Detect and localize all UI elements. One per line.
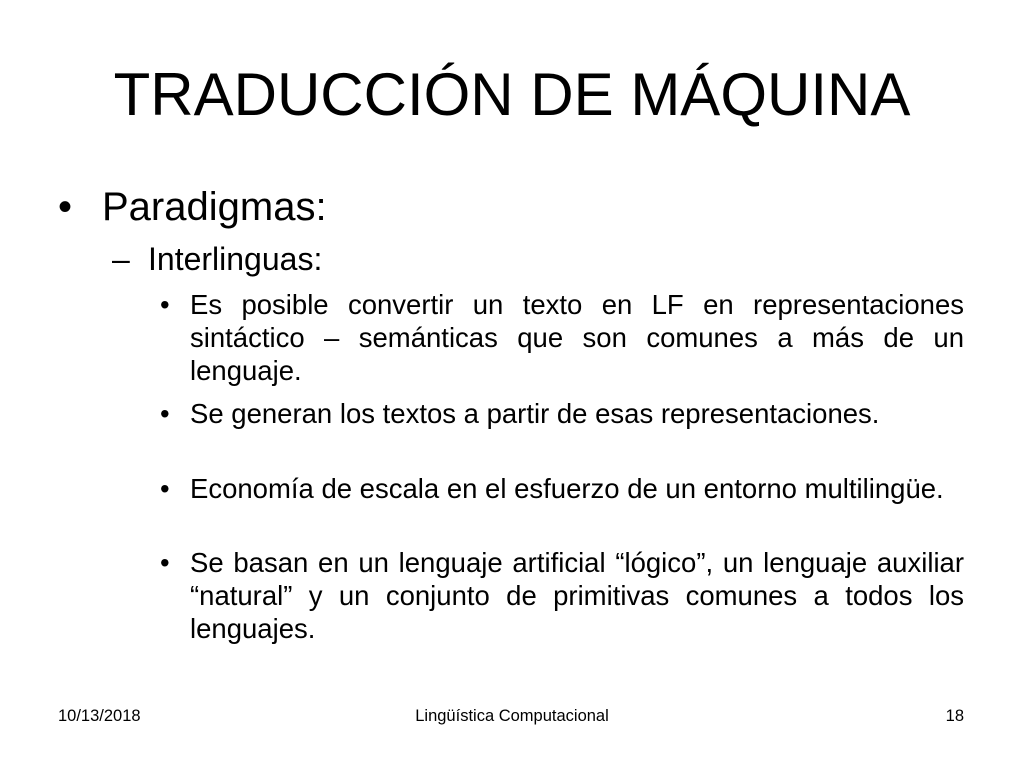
list-item	[160, 397, 964, 430]
bullet-icon: •	[160, 473, 170, 504]
list-item-text: Es posible convertir un texto en LF en representaciones sintáctico – semánticas que son comunes a más de un lenguaje.	[190, 289, 964, 386]
list-item	[160, 546, 964, 645]
list-item-text: Se basan en un lenguaje artificial “lógico”, un lenguaje auxiliar “natural” y un conjunto de primitivas comunes a todos los lenguajes.	[190, 547, 964, 644]
list-item-text: Economía de escala en el esfuerzo de un entorno multilingüe.	[190, 473, 944, 504]
list-item	[160, 288, 964, 387]
list-item	[160, 472, 964, 505]
bullet-icon: •	[160, 547, 170, 578]
footer-course: Lingüística Computacional	[415, 707, 609, 725]
dash-icon: –	[112, 241, 130, 277]
bullet-icon: •	[160, 398, 170, 429]
list-item-text: Se generan los textos a partir de esas representaciones.	[190, 398, 880, 429]
footer-date: 10/13/2018	[58, 707, 141, 725]
slide-title: TRADUCCIÓN DE MÁQUINA	[113, 61, 911, 128]
sub-bullet-text: Interlinguas:	[148, 241, 323, 277]
bullet-icon: •	[160, 289, 170, 320]
bullet-text: Paradigmas:	[102, 185, 327, 229]
page-number: 18	[945, 707, 964, 725]
bullet-icon: •	[58, 185, 73, 229]
